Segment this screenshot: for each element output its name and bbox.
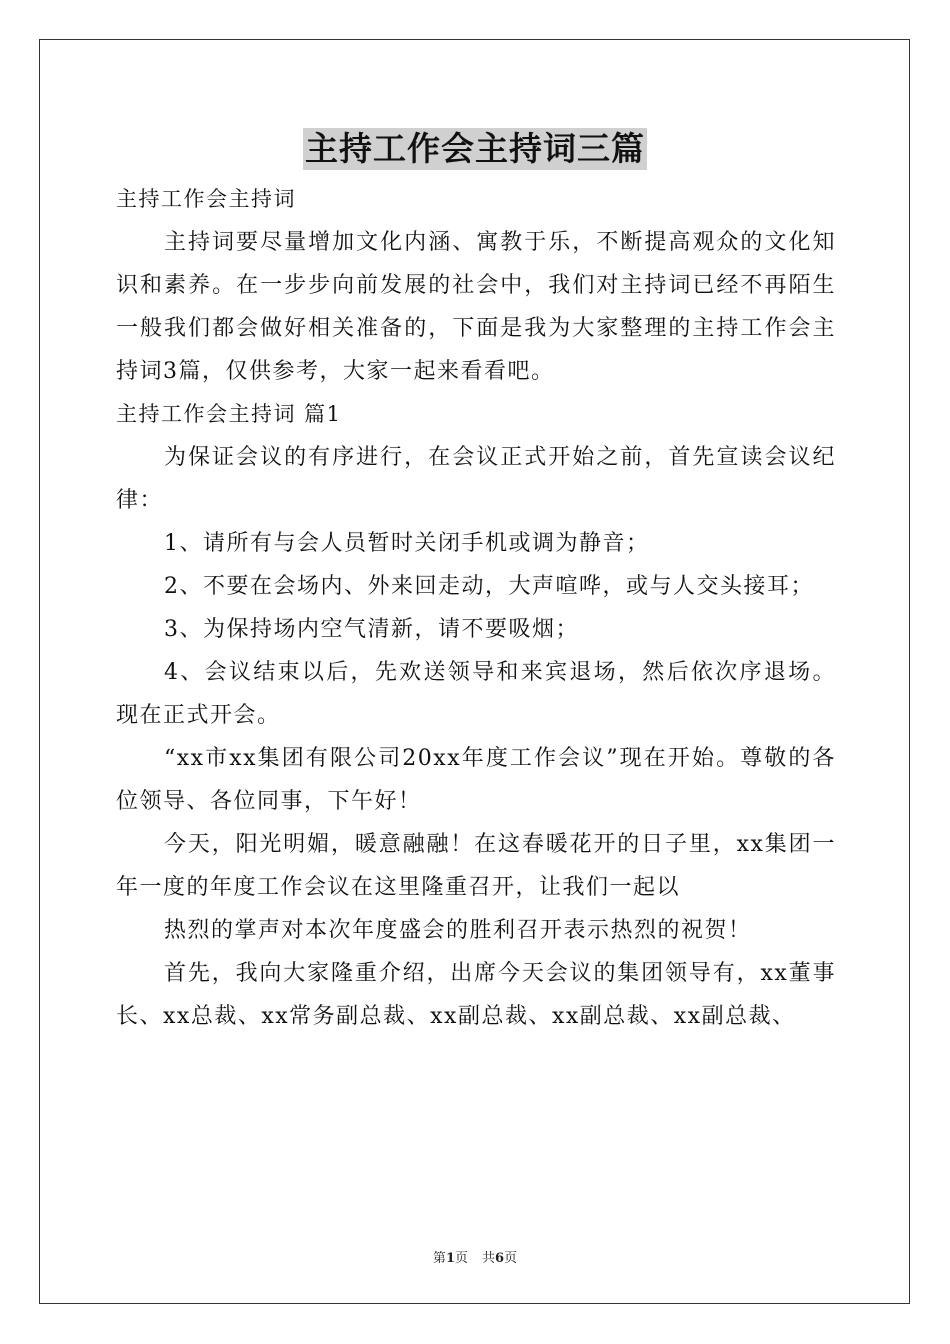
body-paragraph: 4、会议结束以后，先欢送领导和来宾退场，然后依次序退场。现在正式开会。 (116, 660, 836, 728)
body-paragraph: “xx市xx集团有限公司20xx年度工作会议”现在开始。尊敬的各位领导、各位同事，下午好！ (116, 746, 836, 814)
footer-page-suffix: 页 (454, 1251, 468, 1266)
document-body (116, 178, 836, 1038)
body-paragraph: 为保证会议的有序进行，在会议正式开始之前，首先宣读会议纪律： (116, 445, 836, 513)
footer-page-total: 6 (495, 1251, 505, 1266)
document-title: 主持工作会主持词三篇 (305, 129, 645, 168)
footer-total-suffix: 页 (504, 1251, 518, 1266)
title-container (0, 128, 950, 170)
body-paragraph: 主持词要尽量增加文化内涵、寓教于乐，不断提高观众的文化知识和素养。在一步步向前发展的社会中，我们对主持词已经不再陌生一般我们都会做好相关准备的，下面是我为大家整理的主持工作会主持词3篇，仅供参考，大家一起来看看吧。 (116, 230, 836, 384)
footer-page-prefix: 第 (432, 1251, 446, 1266)
body-paragraph: 2、不要在会场内、外来回走动，大声喧哗，或与人交头接耳； (164, 574, 814, 599)
section-heading: 主持工作会主持词 篇1 (116, 402, 342, 426)
footer-page-current: 1 (445, 1251, 455, 1266)
body-paragraph: 首先，我向大家隆重介绍，出席今天会议的集团领导有，xx董事长、xx总裁、xx常务副总裁、xx副总裁、xx副总裁、xx副总裁、 (116, 961, 836, 1029)
body-paragraph: 今天，阳光明媚，暖意融融！在这春暖花开的日子里，xx集团一年一度的年度工作会议在这里隆重召开，让我们一起以 (116, 832, 836, 900)
body-paragraph: 3、为保持场内空气清新，请不要吸烟； (164, 617, 579, 642)
footer-total-prefix: 共 (482, 1251, 496, 1266)
body-paragraph: 热烈的掌声对本次年度盛会的胜利召开表示热烈的祝贺！ (164, 918, 752, 943)
section-heading: 主持工作会主持词 (116, 187, 296, 211)
page-footer (0, 1247, 950, 1266)
body-paragraph: 1、请所有与会人员暂时关闭手机或调为静音； (164, 531, 650, 556)
